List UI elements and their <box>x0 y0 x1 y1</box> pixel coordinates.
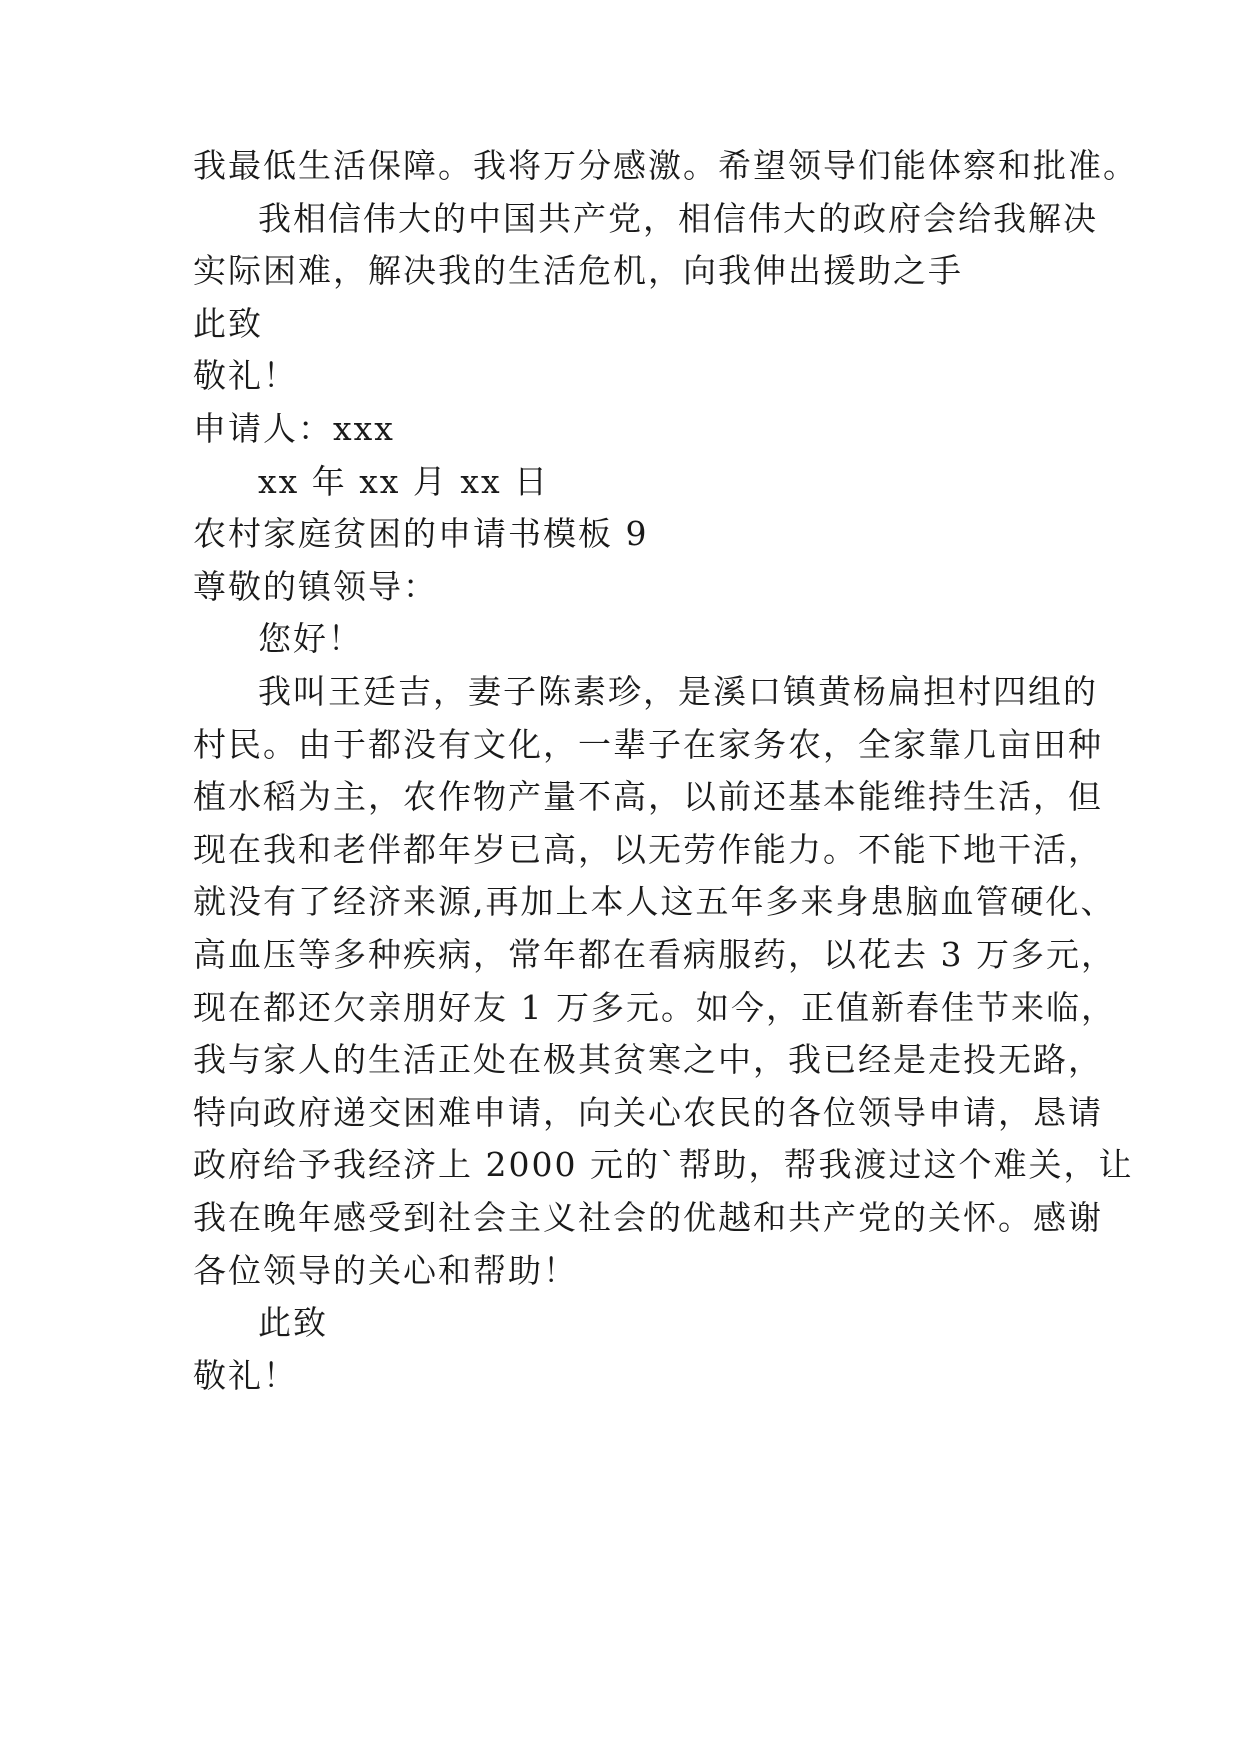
text-line-11: 我叫王廷吉，妻子陈素珍，是溪口镇黄杨扁担村四组的 <box>258 672 1098 711</box>
closing-salutation-2: 此致 <box>258 1303 328 1342</box>
text-line-16: 高血压等多种疾病，常年都在看病服药，以花去 3 万多元， <box>193 935 1116 974</box>
date-line: xx 年 xx 月 xx 日 <box>258 462 550 501</box>
text-line-22: 各位领导的关心和帮助！ <box>193 1251 578 1290</box>
section-title: 农村家庭贫困的申请书模板 9 <box>193 514 649 553</box>
letter-greeting: 尊敬的镇领导： <box>193 567 438 606</box>
text-line-15: 就没有了经济来源,再加上本人这五年多来身患脑血管硬化、 <box>193 882 1116 921</box>
text-line-19: 特向政府递交困难申请，向关心农民的各位领导申请，恳请 <box>193 1093 1103 1132</box>
closing-salutation: 此致 <box>193 304 263 343</box>
applicant-signature: 申请人：xxx <box>193 409 395 448</box>
text-line-14: 现在我和老伴都年岁已高，以无劳作能力。不能下地干活， <box>193 830 1103 869</box>
text-line-3: 实际困难，解决我的生活危机，向我伸出援助之手 <box>193 251 963 290</box>
closing-regards: 敬礼！ <box>193 356 298 395</box>
text-line-17: 现在都还欠亲朋好友 1 万多元。如今，正值新春佳节来临， <box>193 988 1116 1027</box>
closing-regards-2: 敬礼！ <box>193 1356 298 1395</box>
text-line-2: 我相信伟大的中国共产党，相信伟大的政府会给我解决 <box>258 199 1098 238</box>
text-line-13: 植水稻为主，农作物产量不高，以前还基本能维持生活，但 <box>193 777 1103 816</box>
text-line-1: 我最低生活保障。我将万分感激。希望领导们能体察和批准。 <box>193 146 1138 185</box>
letter-hello: 您好！ <box>258 619 363 658</box>
text-line-12: 村民。由于都没有文化，一辈子在家务农，全家靠几亩田种 <box>193 725 1103 764</box>
text-line-20: 政府给予我经济上 2000 元的`帮助，帮我渡过这个难关，让 <box>193 1145 1134 1184</box>
text-line-18: 我与家人的生活正处在极其贫寒之中，我已经是走投无路， <box>193 1040 1103 1079</box>
text-line-21: 我在晚年感受到社会主义社会的优越和共产党的关怀。感谢 <box>193 1198 1103 1237</box>
